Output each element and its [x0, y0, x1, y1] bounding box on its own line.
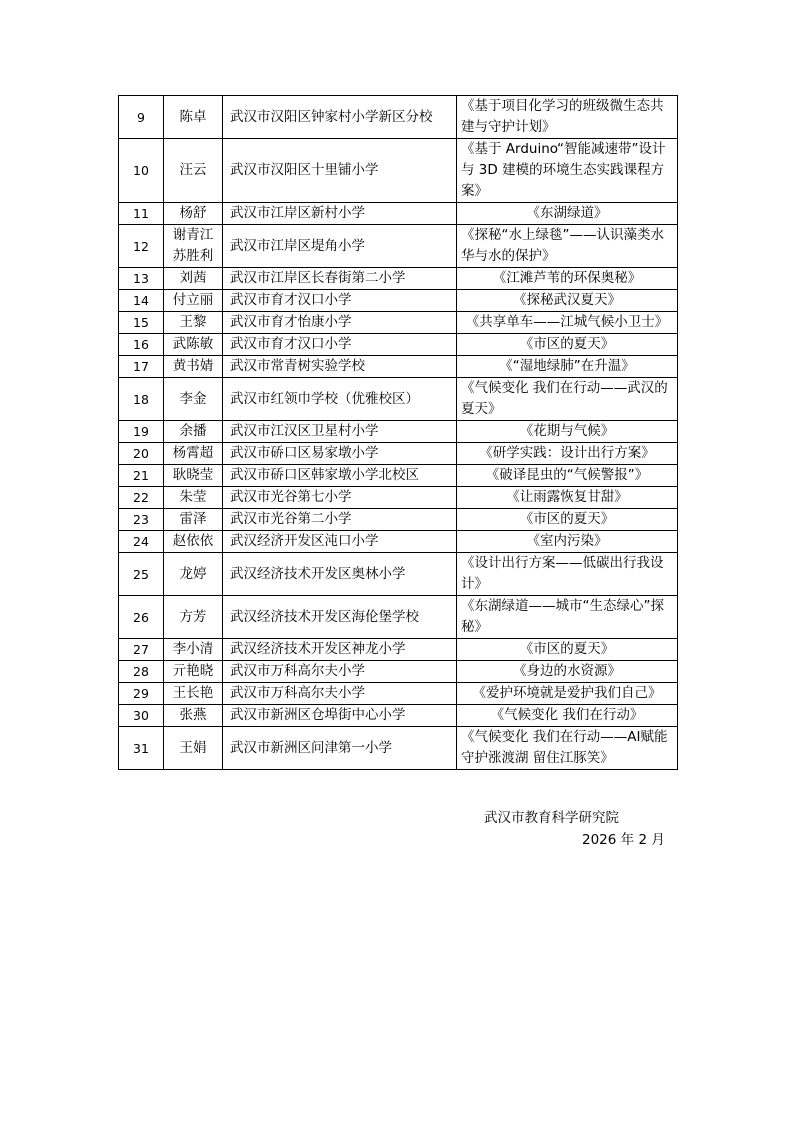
teacher-name: 汪云 [164, 139, 223, 203]
school-name: 武汉市硚口区韩家墩小学北校区 [223, 465, 457, 487]
signature-date: 2026 年 2 月 [582, 832, 665, 848]
table-row [119, 225, 678, 268]
table-row [119, 727, 678, 770]
school-name: 武汉市新洲区仓埠街中心小学 [223, 705, 457, 727]
project-title: 《东湖绿道——城市“生态绿心”探秘》 [457, 596, 678, 639]
table-row [119, 683, 678, 705]
row-number: 31 [119, 727, 164, 770]
teacher-name: 亓艳晓 [164, 661, 223, 683]
project-title: 《花期与气候》 [457, 421, 678, 443]
table-row [119, 378, 678, 421]
row-number: 21 [119, 465, 164, 487]
row-number: 26 [119, 596, 164, 639]
row-number: 17 [119, 356, 164, 378]
project-title: 《东湖绿道》 [457, 203, 678, 225]
row-number: 13 [119, 268, 164, 290]
row-number: 10 [119, 139, 164, 203]
row-number: 18 [119, 378, 164, 421]
teacher-name: 陈卓 [164, 96, 223, 139]
teacher-name: 余播 [164, 421, 223, 443]
table-row [119, 465, 678, 487]
project-title: 《探秘武汉夏天》 [457, 290, 678, 312]
table-row [119, 96, 678, 139]
school-name: 武汉市育才汉口小学 [223, 334, 457, 356]
project-title: 《探秘“水上绿毯”——认识藻类水华与水的保护》 [457, 225, 678, 268]
table-row [119, 139, 678, 203]
table-row [119, 356, 678, 378]
teacher-name: 王娟 [164, 727, 223, 770]
school-name: 武汉市江岸区堤角小学 [223, 225, 457, 268]
project-title: 《身边的水资源》 [457, 661, 678, 683]
table-row [119, 531, 678, 553]
row-number: 22 [119, 487, 164, 509]
project-title: 《气候变化 我们在行动——武汉的夏天》 [457, 378, 678, 421]
school-name: 武汉经济技术开发区奥林小学 [223, 553, 457, 596]
table-row [119, 509, 678, 531]
row-number: 11 [119, 203, 164, 225]
teacher-name: 朱莹 [164, 487, 223, 509]
project-title: 《基于 Arduino“智能减速带”设计与 3D 建模的环境生态实践课程方案》 [457, 139, 678, 203]
teacher-name: 付立丽 [164, 290, 223, 312]
table-row [119, 705, 678, 727]
table-row [119, 421, 678, 443]
teacher-name: 龙婷 [164, 553, 223, 596]
row-number: 30 [119, 705, 164, 727]
table-row [119, 553, 678, 596]
teacher-name: 刘茜 [164, 268, 223, 290]
school-name: 武汉经济技术开发区神龙小学 [223, 639, 457, 661]
row-number: 16 [119, 334, 164, 356]
school-name: 武汉市硚口区易家墩小学 [223, 443, 457, 465]
project-title: 《“湿地绿肺”在升温》 [457, 356, 678, 378]
row-number: 19 [119, 421, 164, 443]
project-title: 《爱护环境就是爱护我们自己》 [457, 683, 678, 705]
row-number: 24 [119, 531, 164, 553]
school-name: 武汉市新洲区问津第一小学 [223, 727, 457, 770]
table-row [119, 661, 678, 683]
teacher-name: 方芳 [164, 596, 223, 639]
project-title: 《江滩芦苇的环保奥秘》 [457, 268, 678, 290]
school-name: 武汉市汉阳区钟家村小学新区分校 [223, 96, 457, 139]
school-name: 武汉市江岸区长春街第二小学 [223, 268, 457, 290]
school-name: 武汉市育才怡康小学 [223, 312, 457, 334]
row-number: 20 [119, 443, 164, 465]
project-title: 《气候变化 我们在行动——AI赋能守护涨渡湖 留住江豚笑》 [457, 727, 678, 770]
teacher-name: 李金 [164, 378, 223, 421]
table-row [119, 312, 678, 334]
project-title: 《研学实践：设计出行方案》 [457, 443, 678, 465]
project-title: 《破译昆虫的“气候警报”》 [457, 465, 678, 487]
school-name: 武汉市光谷第二小学 [223, 509, 457, 531]
table-row [119, 639, 678, 661]
school-name: 武汉市汉阳区十里铺小学 [223, 139, 457, 203]
teacher-name: 李小清 [164, 639, 223, 661]
table-row [119, 268, 678, 290]
school-name: 武汉经济开发区沌口小学 [223, 531, 457, 553]
school-name: 武汉市江汉区卫星村小学 [223, 421, 457, 443]
teacher-name: 王黎 [164, 312, 223, 334]
teacher-name: 雷泽 [164, 509, 223, 531]
table-row [119, 596, 678, 639]
row-number: 27 [119, 639, 164, 661]
school-name: 武汉市江岸区新村小学 [223, 203, 457, 225]
teacher-name: 谢青江 苏胜利 [164, 225, 223, 268]
school-name: 武汉市光谷第七小学 [223, 487, 457, 509]
row-number: 14 [119, 290, 164, 312]
table-row [119, 443, 678, 465]
project-title: 《气候变化 我们在行动》 [457, 705, 678, 727]
row-number: 28 [119, 661, 164, 683]
project-title: 《让雨露恢复甘甜》 [457, 487, 678, 509]
row-number: 12 [119, 225, 164, 268]
table-body [119, 96, 678, 770]
award-list-table [118, 95, 678, 770]
project-title: 《设计出行方案——低碳出行我设计》 [457, 553, 678, 596]
school-name: 武汉市红领巾学校（优雅校区） [223, 378, 457, 421]
teacher-name: 耿晓莹 [164, 465, 223, 487]
school-name: 武汉经济技术开发区海伦堡学校 [223, 596, 457, 639]
project-title: 《市区的夏天》 [457, 639, 678, 661]
teacher-name: 杨舒 [164, 203, 223, 225]
school-name: 武汉市万科高尔夫小学 [223, 661, 457, 683]
teacher-name: 杨霄超 [164, 443, 223, 465]
table-row [119, 203, 678, 225]
teacher-name: 张燕 [164, 705, 223, 727]
teacher-name: 赵依依 [164, 531, 223, 553]
table-row [119, 290, 678, 312]
row-number: 15 [119, 312, 164, 334]
row-number: 23 [119, 509, 164, 531]
row-number: 25 [119, 553, 164, 596]
table-row [119, 334, 678, 356]
project-title: 《室内污染》 [457, 531, 678, 553]
teacher-name: 黄书婧 [164, 356, 223, 378]
table-row [119, 487, 678, 509]
row-number: 9 [119, 96, 164, 139]
project-title: 《基于项目化学习的班级微生态共建与守护计划》 [457, 96, 678, 139]
teacher-name: 武陈敏 [164, 334, 223, 356]
project-title: 《共享单车——江城气候小卫士》 [457, 312, 678, 334]
school-name: 武汉市育才汉口小学 [223, 290, 457, 312]
row-number: 29 [119, 683, 164, 705]
project-title: 《市区的夏天》 [457, 509, 678, 531]
teacher-name: 王长艳 [164, 683, 223, 705]
school-name: 武汉市常青树实验学校 [223, 356, 457, 378]
school-name: 武汉市万科高尔夫小学 [223, 683, 457, 705]
signature-organization: 武汉市教育科学研究院 [484, 810, 619, 826]
project-title: 《市区的夏天》 [457, 334, 678, 356]
